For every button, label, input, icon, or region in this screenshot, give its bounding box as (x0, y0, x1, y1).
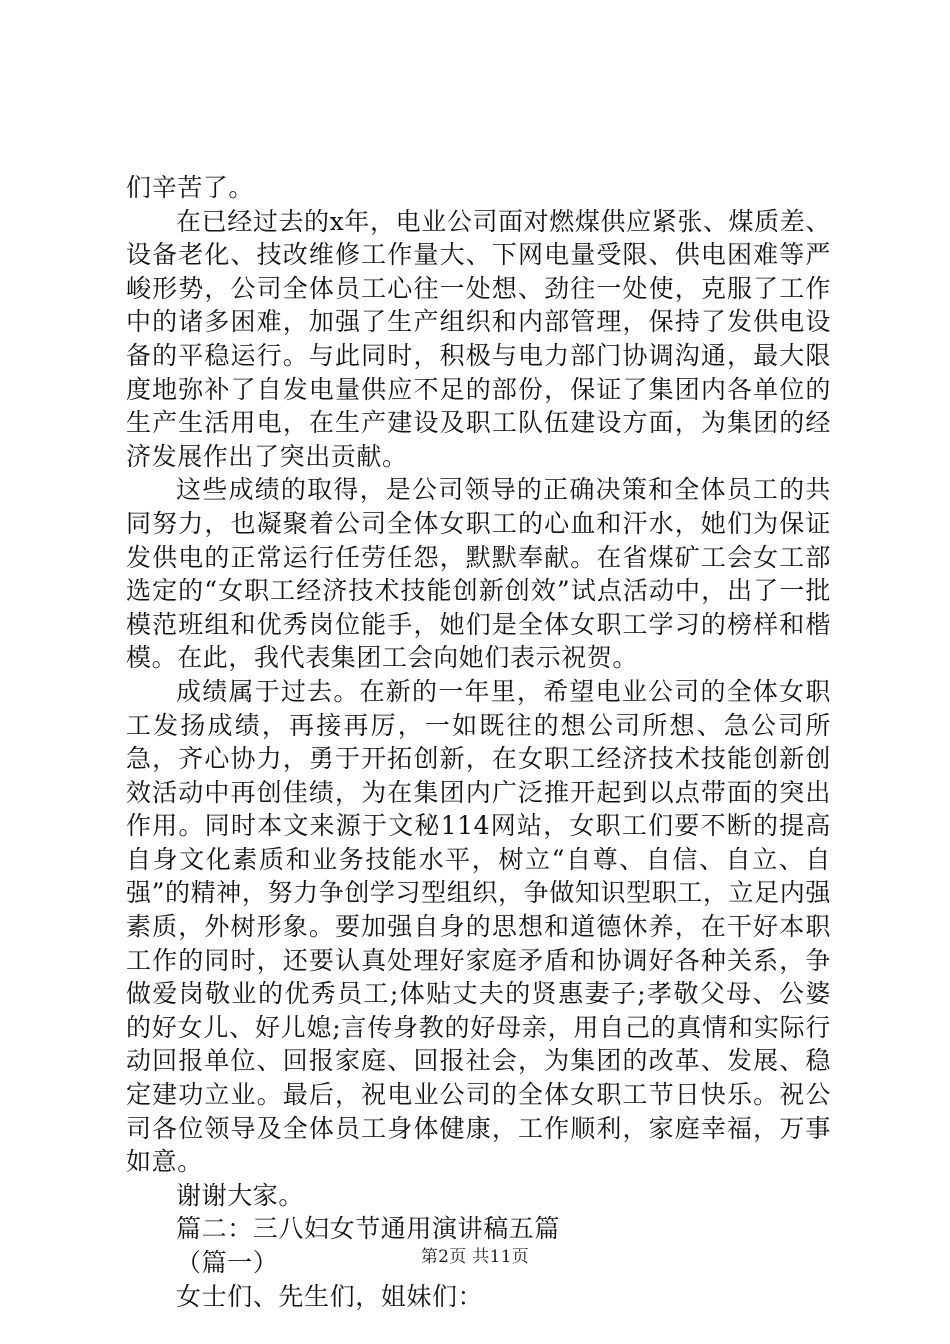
document-body (126, 171, 831, 1313)
section-heading: 篇二：三八妇女节通用演讲稿五篇 (176, 1214, 561, 1244)
paragraph: 在已经过去的x年，电业公司面对燃煤供应紧张、煤质差、设备老化、技改维修工作量大、下网电量受限、供电困难等严峻形势，公司全体员工心往一处想、劲往一处使，克服了工作中的诸多困难，加强了生产组织和内部管理，保持了发供电设备的平稳运行。与此同时，积极与电力部门协调沟通，最大限度地弥补了自发电量供应不足的部份，保证了集团内各单位的生产生活用电，在生产建设及职工队伍建设方面，为集团的经济发展作出了突出贡献。 (126, 206, 831, 471)
page-number-footer: 第2页 共11页 (420, 1247, 530, 1267)
paragraph: 成绩属于过去。在新的一年里，希望电业公司的全体女职工发扬成绩，再接再厉，一如既往的想公司所想、急公司所急，齐心协力，勇于开拓创新，在女职工经济技术技能创新创效活动中再创佳绩，为在集团内广泛推开起到以点带面的突出作用。同时本文来源于文秘114网站，女职工们要不断的提高自身文化素质和业务技能水平，树立“自尊、自信、自立、自强”的精神，努力争创学习型组织，争做知识型职工，立足内强素质，外树形象。要加强自身的思想和道德休养，在干好本职工作的同时，还要认真处理好家庭矛盾和协调好各种关系，争做爱岗敬业的优秀员工;体贴丈夫的贤惠妻子;孝敬父母、公婆的好女儿、好儿媳;言传身教的好母亲，用自己的真情和实际行动回报单位、回报家庭、回报社会，为集团的改革、发展、稳定建功立业。最后，祝电业公司的全体女职工节日快乐。祝公司各位领导及全体员工身体健康，工作顺利，家庭幸福，万事如意。 (126, 676, 831, 1177)
subsection-label: （篇一） (176, 1248, 279, 1277)
closing-line: 谢谢大家。 (176, 1180, 305, 1210)
salutation: 女士们、先生们，姐妹们： (176, 1281, 484, 1311)
paragraph: 这些成绩的取得，是公司领导的正确决策和全体员工的共同努力，也凝聚着公司全体女职工的心血和汗水，她们为保证发供电的正常运行任劳任怨，默默奉献。在省煤矿工会女工部选定的“女职工经济技术技能创新创效”试点活动中，出了一批模范班组和优秀岗位能手，她们是全体女职工学习的榜样和楷模。在此，我代表集团工会向她们表示祝贺。 (126, 475, 831, 673)
paragraph: 们辛苦了。 (126, 173, 255, 202)
